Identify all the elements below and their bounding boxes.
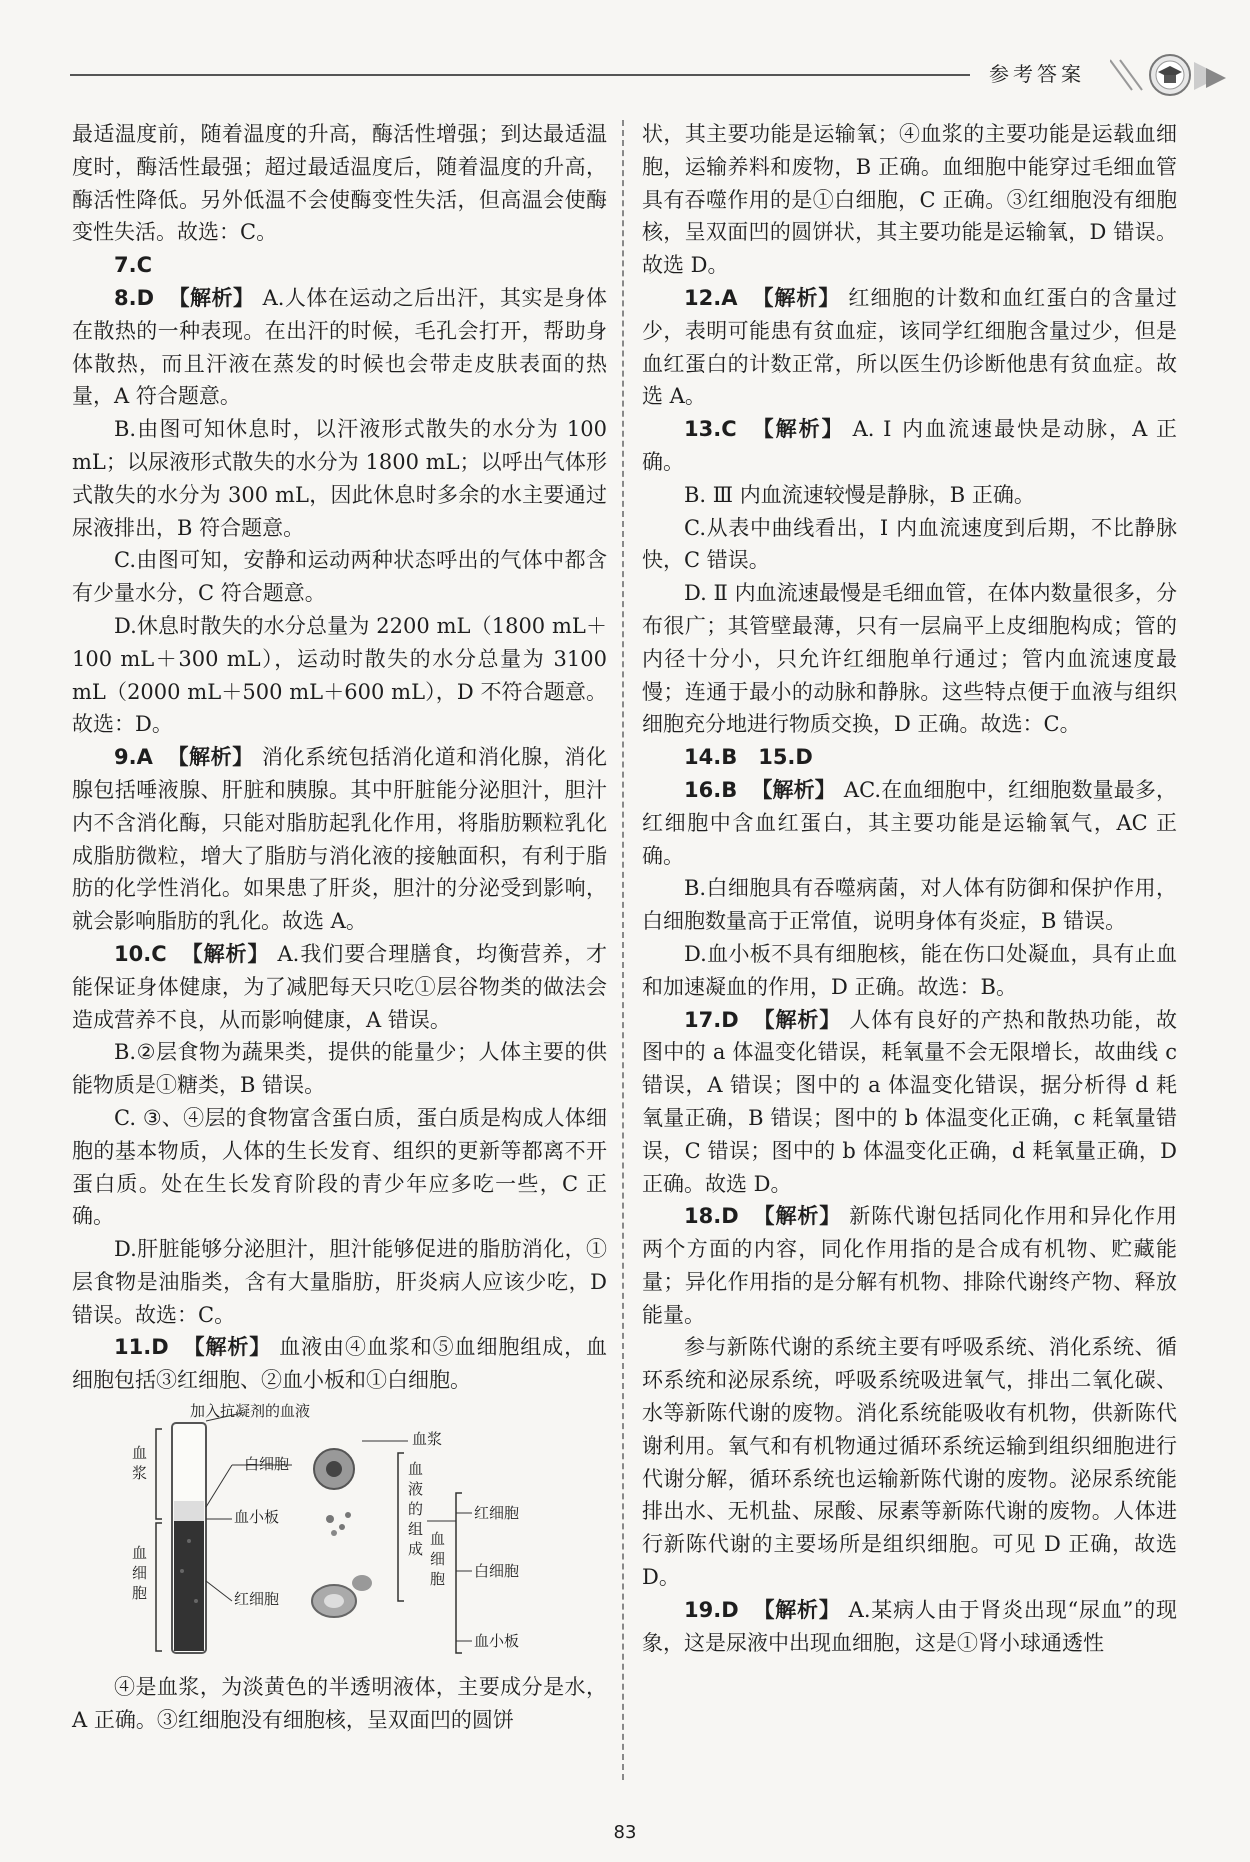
question-number: 16.B bbox=[684, 777, 738, 802]
analysis-tag: 【解析】 bbox=[751, 285, 841, 310]
label-plasma: 血浆 bbox=[412, 1430, 443, 1449]
label-composition: 血液的组成 bbox=[408, 1460, 424, 1559]
label-wbc: 白细胞 bbox=[244, 1455, 290, 1474]
question-number: 18.D bbox=[684, 1204, 739, 1229]
analysis-tag: 【解析】 bbox=[752, 1204, 842, 1229]
paragraph: C. ③、④层的食物富含蛋白质，蛋白质是构成人体细胞的基本物质，人体的生长发育、组织的更新等都离不开蛋白质。处在生长发育阶段的青少年应多吃一些，C 正确。 bbox=[72, 1105, 607, 1229]
analysis-tag: 【解析】 bbox=[182, 1335, 272, 1360]
label-rbc: 红细胞 bbox=[234, 1590, 280, 1609]
page-number: 83 bbox=[613, 1822, 637, 1843]
label-plasma-side: 血浆 bbox=[132, 1444, 148, 1483]
right-column bbox=[642, 118, 1177, 1659]
analysis-tag: 【解析】 bbox=[180, 941, 270, 966]
analysis-tag: 【解析】 bbox=[752, 1007, 842, 1032]
answer-text: 红细胞的计数和血红蛋白的含量过少，表明可能患有贫血症，该同学红细胞含量过少，但是血红蛋白的计数正常，所以医生仍诊断他患有贫血症。故选 A。 bbox=[642, 285, 1178, 409]
question-number: 10.C bbox=[114, 941, 167, 966]
paragraph: D.休息时散失的水分总量为 2200 mL（1800 mL＋100 mL＋300 mL），运动时散失的水分总量为 3100 mL（2000 mL＋500 mL＋600 mL），D 不符合题意。故选：D。 bbox=[72, 613, 607, 737]
paragraph: 状，其主要功能是运输氧；④血浆的主要功能是运载血细胞，运输养料和废物，B 正确。血细胞中能穿过毛细血管具有吞噬作用的是①白细胞，C 正确。③红细胞没有细胞核，呈双面凹的圆饼状，其主要功能是运输氧，D 错误。故选 D。 bbox=[642, 122, 1177, 278]
paragraph: C.由图可知，安静和运动两种状态呼出的气体中都含有少量水分，C 符合题意。 bbox=[72, 548, 607, 606]
blood-diagram bbox=[72, 1401, 607, 1665]
question-number: 19.D bbox=[684, 1597, 739, 1622]
label-right-rbc: 红细胞 bbox=[474, 1504, 520, 1523]
blood-composition-figure bbox=[72, 1401, 607, 1665]
paragraph: B.白细胞具有吞噬病菌，对人体有防御和保护作用，白细胞数量高于正常值，说明身体有炎症，B 错误。 bbox=[642, 876, 1177, 934]
analysis-tag: 【解析】 bbox=[166, 745, 254, 770]
question-number: 8.D bbox=[114, 285, 155, 310]
answer-text: A. Ⅰ 内血流速最快是动脉，A 正确。 bbox=[642, 417, 1178, 474]
paragraph: C.从表中曲线看出，Ⅰ 内血流速度到后期，不比静脉快，C 错误。 bbox=[642, 515, 1177, 573]
answer-text: A.我们要合理膳食，均衡营养，才能保证身体健康，为了减肥每天只吃①层谷物类的做法会造成营养不良，从而影响健康，A 错误。 bbox=[72, 941, 608, 1032]
answer-text: 血液由④血浆和⑤血细胞组成，血细胞包括③红细胞、②血小板和①白细胞。 bbox=[72, 1335, 608, 1393]
answer-17 bbox=[642, 1004, 1177, 1201]
label-right-plt: 血小板 bbox=[474, 1632, 520, 1651]
answer-7 bbox=[72, 249, 607, 282]
answer-text: AC.在血细胞中，红细胞数量最多，红细胞中含血红蛋白，其主要功能是运输氧气，AC 正确。 bbox=[642, 777, 1177, 868]
paragraph: 参与新陈代谢的系统主要有呼吸系统、消化系统、循环系统和泌尿系统，呼吸系统吸进氧气，排出二氧化碳、水等新陈代谢的废物。消化系统能吸收有机物，供新陈代谢利用。氧气和有机物通过循环系统运输到组织细胞进行代谢分解，循环系统也运输新陈代谢的废物。泌尿系统能排出水、无机盐、尿酸、尿素等新陈代谢的废物。人体进行新陈代谢的主要场所是组织细胞。可见 D 正确，故选 D。 bbox=[642, 1335, 1177, 1590]
answer-10 bbox=[72, 938, 607, 1036]
label-cells-side: 血细胞 bbox=[132, 1544, 148, 1603]
answer-8 bbox=[72, 282, 607, 413]
left-column bbox=[72, 118, 607, 1737]
answer-14-15 bbox=[642, 741, 1177, 774]
answer-text: 新陈代谢包括同化作用和异化作用两个方面的内容，同化作用指的是合成有机物、贮藏能量；异化作用指的是分解有机物、排除代谢终产物、释放能量。 bbox=[642, 1204, 1178, 1327]
answer-text: 消化系统包括消化道和消化腺，消化腺包括唾液腺、肝脏和胰腺。其中肝脏能分泌胆汁，胆汁内不含消化酶，只能对脂肪起乳化作用，将脂肪颗粒乳化成脂肪微粒，增大了脂肪与消化液的接触面积，有利于脂肪的化学性消化。如果患了肝炎，胆汁的分泌受到影响，就会影响脂肪的乳化。故选 A。 bbox=[72, 745, 608, 934]
analysis-tag: 【解析】 bbox=[751, 777, 836, 802]
paragraph: B.由图可知休息时，以汗液形式散失的水分为 100 mL；以尿液形式散失的水分为 1800 mL；以呼出气体形式散失的水分为 300 mL，因此休息时多余的水主要通过尿液排出，B 符合题意。 bbox=[72, 417, 607, 540]
column-divider bbox=[622, 120, 624, 1780]
answer-18 bbox=[642, 1200, 1177, 1331]
question-number: 13.C bbox=[684, 417, 737, 442]
question-number: 12.A bbox=[684, 285, 738, 310]
paragraph: D.血小板不具有细胞核，能在伤口处凝血，具有止血和加速凝血的作用，D 正确。故选：B。 bbox=[642, 941, 1177, 999]
paragraph: B.②层食物为蔬果类，提供的能量少；人体主要的供能物质是①糖类，B 错误。 bbox=[72, 1040, 607, 1098]
question-number: 17.D bbox=[684, 1007, 739, 1032]
answer-text: A.某病人由于肾炎出现“尿血”的现象，这是尿液中出现血细胞，这是①肾小球通透性 bbox=[642, 1597, 1178, 1655]
answer-text: 人体有良好的产热和散热功能，故图中的 a 体温变化错误，耗氧量不会无限增长，故曲线 c 错误，A 错误；图中的 a 体温变化错误，据分析得 d 耗氧量正确，B 错误；图中的 b 体温变化正确，c 耗氧量错误，C 错误；图中的 b 体温变化正确，d 耗氧量正确，D 正确。故选 D。 bbox=[642, 1007, 1178, 1196]
answer-16 bbox=[642, 774, 1177, 872]
header-rule bbox=[70, 74, 970, 76]
answer-text: A.人体在运动之后出汗，其实是身体在散热的一种表现。在出汗的时候，毛孔会打开，帮助身体散热，而且汗液在蒸发的时候也会带走皮肤表面的热量，A 符合题意。 bbox=[72, 285, 607, 409]
paragraph: D.肝脏能够分泌胆汁，胆汁能够促进的脂肪消化，①层食物是油脂类，含有大量脂肪，肝炎病人应该少吃，D 错误。故选：C。 bbox=[72, 1237, 607, 1327]
label-platelet: 血小板 bbox=[234, 1508, 280, 1527]
label-top: 加入抗凝剂的血液 bbox=[190, 1402, 311, 1421]
label-right-wbc: 白细胞 bbox=[474, 1562, 520, 1581]
answer-13 bbox=[642, 413, 1177, 479]
paragraph: D. Ⅱ 内血流速最慢是毛细血管，在体内数量很多，分布很广；其管壁最薄，只有一层扁平上皮细胞构成；管的内径十分小，只允许红细胞单行通过；管内血流速度最慢；连通于最小的动脉和静脉。这些特点便于血液与组织细胞充分地进行物质交换，D 正确。故选：C。 bbox=[642, 581, 1177, 737]
answer-9 bbox=[72, 741, 607, 938]
page-header bbox=[70, 50, 1230, 100]
answer-12 bbox=[642, 282, 1177, 413]
label-blood-cells: 血细胞 bbox=[430, 1530, 446, 1589]
analysis-tag: 【解析】 bbox=[750, 417, 845, 442]
paragraph: 最适温度前，随着温度的升高，酶活性增强；到达最适温度时，酶活性最强；超过最适温度后，随着温度的升高，酶活性降低。另外低温不会使酶变性失活，但高温会使酶变性失活。故选：C。 bbox=[72, 122, 607, 245]
question-number: 7.C bbox=[114, 253, 153, 278]
question-number: 9.A bbox=[114, 745, 153, 770]
graduation-cap-emblem-icon bbox=[1110, 50, 1230, 100]
question-number: 14.B 15.D bbox=[684, 745, 813, 770]
header-title: 参考答案 bbox=[972, 56, 1102, 92]
paragraph: B. Ⅲ 内血流速较慢是静脉，B 正确。 bbox=[684, 482, 1035, 507]
answer-19 bbox=[642, 1594, 1177, 1660]
analysis-tag: 【解析】 bbox=[168, 285, 255, 310]
answer-11 bbox=[72, 1331, 607, 1397]
analysis-tag: 【解析】 bbox=[752, 1597, 841, 1622]
paragraph: ④是血浆，为淡黄色的半透明液体，主要成分是水，A 正确。③红细胞没有细胞核，呈双面凹的圆饼 bbox=[72, 1675, 607, 1732]
question-number: 11.D bbox=[114, 1335, 169, 1360]
